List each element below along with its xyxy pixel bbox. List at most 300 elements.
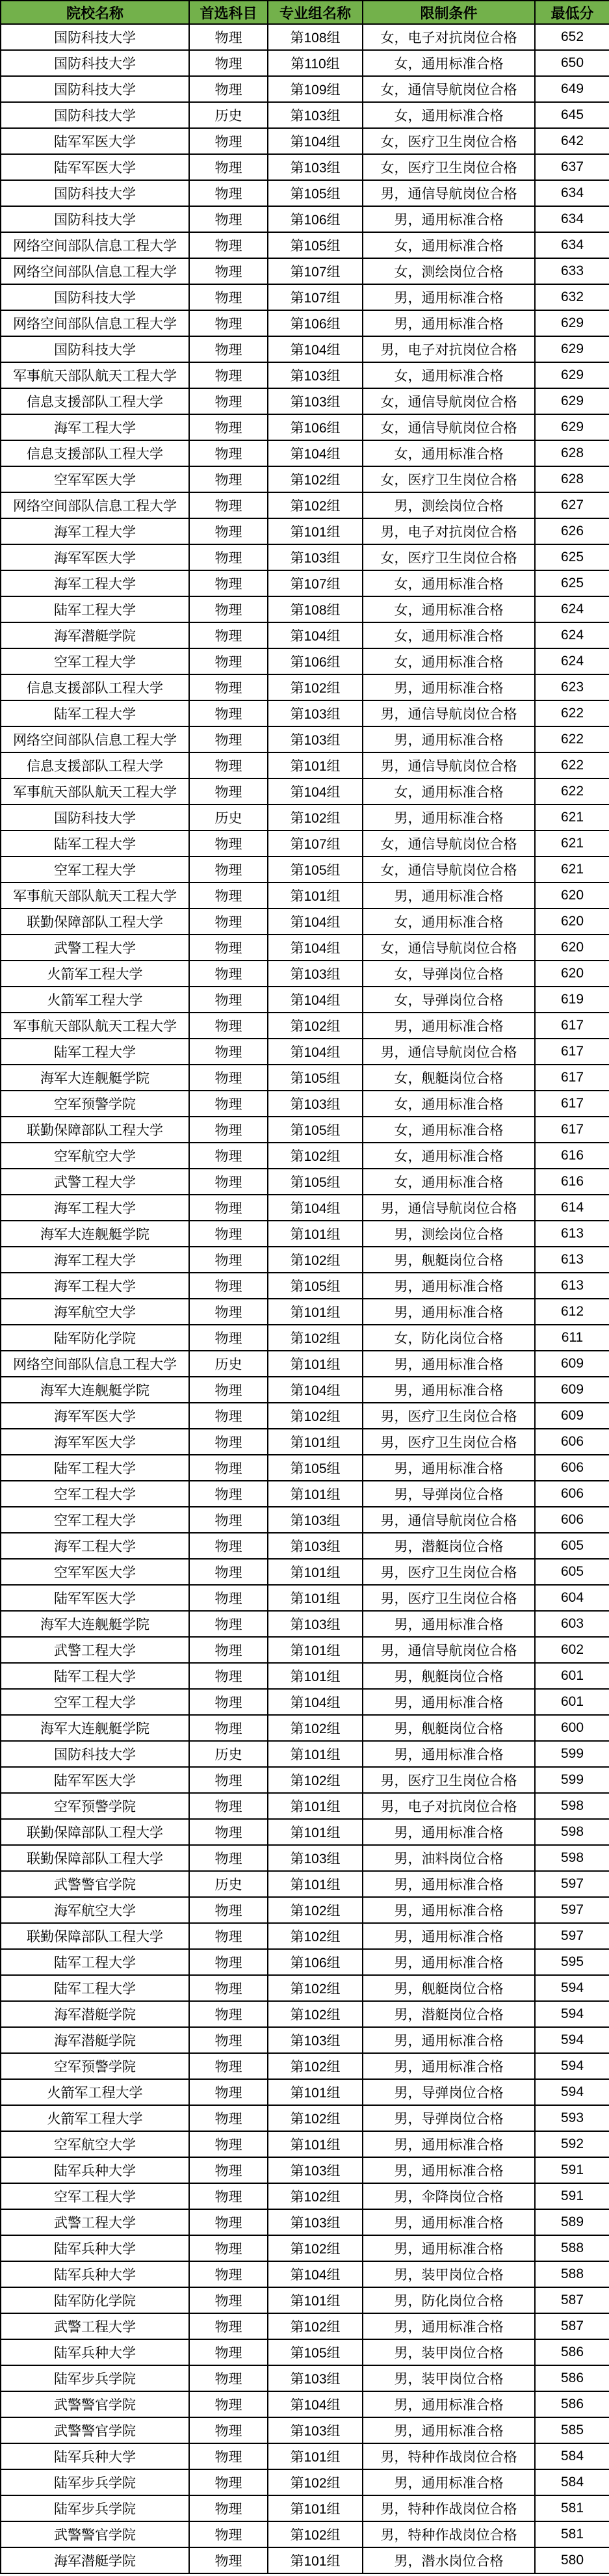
cell-group: 第103组 [268, 726, 363, 752]
cell-restriction: 男，电子对抗岗位合格 [363, 1793, 535, 1819]
cell-school: 信息支援部队工程大学 [1, 440, 189, 466]
cell-school: 海军潜艇学院 [1, 2001, 189, 2027]
cell-group: 第104组 [268, 987, 363, 1013]
cell-group: 第102组 [268, 1013, 363, 1039]
cell-restriction: 男，潜水岗位合格 [363, 2547, 535, 2573]
cell-restriction: 男，通用标准合格 [363, 2053, 535, 2079]
cell-restriction: 男，通信导航岗位合格 [363, 1039, 535, 1065]
cell-subject: 物理 [189, 726, 268, 752]
cell-group: 第107组 [268, 570, 363, 596]
table-row [1, 648, 609, 674]
cell-subject: 物理 [189, 1819, 268, 1845]
cell-restriction: 男，潜艇岗位合格 [363, 2001, 535, 2027]
table-row [1, 883, 609, 909]
cell-subject: 物理 [189, 1221, 268, 1247]
cell-subject: 物理 [189, 180, 268, 206]
cell-subject: 物理 [189, 2521, 268, 2547]
table-row [1, 1975, 609, 2001]
cell-group: 第104组 [268, 778, 363, 804]
cell-group: 第101组 [268, 752, 363, 778]
cell-group: 第101组 [268, 1351, 363, 1377]
cell-score: 588 [535, 2261, 609, 2287]
cell-school: 陆军工程大学 [1, 1949, 189, 1975]
cell-subject: 物理 [189, 414, 268, 440]
cell-group: 第103组 [268, 388, 363, 414]
cell-restriction: 男，导弹岗位合格 [363, 1481, 535, 1507]
cell-restriction: 女，导弹岗位合格 [363, 987, 535, 1013]
cell-subject: 物理 [189, 700, 268, 726]
cell-group: 第102组 [268, 1975, 363, 2001]
cell-group: 第103组 [268, 2365, 363, 2391]
cell-restriction: 女，通用标准合格 [363, 232, 535, 258]
cell-subject: 物理 [189, 76, 268, 102]
table-row [1, 414, 609, 440]
cell-group: 第101组 [268, 1559, 363, 1585]
cell-group: 第103组 [268, 700, 363, 726]
cell-score: 587 [535, 2313, 609, 2339]
cell-restriction: 男，通信导航岗位合格 [363, 180, 535, 206]
cell-subject: 物理 [189, 1013, 268, 1039]
cell-group: 第102组 [268, 1247, 363, 1273]
cell-school: 网络空间部队信息工程大学 [1, 232, 189, 258]
table-row [1, 102, 609, 128]
table-body [1, 24, 609, 2573]
cell-subject: 物理 [189, 1507, 268, 1533]
cell-score: 595 [535, 1949, 609, 1975]
table-row [1, 1741, 609, 1767]
cell-score: 585 [535, 2417, 609, 2443]
cell-school: 空军预警学院 [1, 2053, 189, 2079]
cell-subject: 物理 [189, 622, 268, 648]
cell-subject: 物理 [189, 24, 268, 50]
table-row [1, 2469, 609, 2495]
table-row [1, 1325, 609, 1351]
cell-restriction: 男，通用标准合格 [363, 1299, 535, 1325]
cell-group: 第104组 [268, 1195, 363, 1221]
cell-score: 624 [535, 596, 609, 622]
cell-school: 空军预警学院 [1, 1793, 189, 1819]
table-row [1, 596, 609, 622]
table-row [1, 2547, 609, 2573]
cell-subject: 物理 [189, 2183, 268, 2209]
cell-score: 620 [535, 909, 609, 935]
cell-school: 网络空间部队信息工程大学 [1, 1351, 189, 1377]
cell-group: 第104组 [268, 622, 363, 648]
cell-restriction: 女，通用标准合格 [363, 909, 535, 935]
table-row [1, 1845, 609, 1871]
cell-restriction: 男，通用标准合格 [363, 1611, 535, 1637]
table-row [1, 700, 609, 726]
cell-score: 591 [535, 2157, 609, 2183]
cell-school: 武警工程大学 [1, 935, 189, 961]
cell-subject: 物理 [189, 2079, 268, 2105]
cell-score: 622 [535, 726, 609, 752]
cell-restriction: 女，通用标准合格 [363, 362, 535, 388]
table-row [1, 2105, 609, 2131]
cell-score: 601 [535, 1689, 609, 1715]
cell-group: 第102组 [268, 1403, 363, 1429]
cell-subject: 物理 [189, 1897, 268, 1923]
cell-subject: 物理 [189, 1923, 268, 1949]
cell-score: 581 [535, 2495, 609, 2521]
cell-group: 第102组 [268, 2235, 363, 2261]
cell-school: 陆军兵种大学 [1, 2339, 189, 2365]
cell-score: 645 [535, 102, 609, 128]
table-row [1, 1897, 609, 1923]
cell-restriction: 女，医疗卫生岗位合格 [363, 128, 535, 154]
cell-subject: 物理 [189, 778, 268, 804]
cell-group: 第103组 [268, 102, 363, 128]
cell-score: 629 [535, 362, 609, 388]
cell-score: 611 [535, 1325, 609, 1351]
cell-school: 陆军兵种大学 [1, 2157, 189, 2183]
cell-subject: 物理 [189, 1169, 268, 1195]
table-row [1, 362, 609, 388]
cell-score: 594 [535, 1975, 609, 2001]
cell-subject: 物理 [189, 830, 268, 856]
table-row [1, 2339, 609, 2365]
cell-restriction: 男，通用标准合格 [363, 284, 535, 310]
cell-restriction: 男，装甲岗位合格 [363, 2365, 535, 2391]
cell-school: 武警工程大学 [1, 1637, 189, 1663]
table-row [1, 2157, 609, 2183]
cell-school: 联勤保障部队工程大学 [1, 1117, 189, 1143]
cell-school: 联勤保障部队工程大学 [1, 1845, 189, 1871]
cell-score: 594 [535, 2001, 609, 2027]
cell-subject: 物理 [189, 1247, 268, 1273]
cell-group: 第102组 [268, 1325, 363, 1351]
cell-score: 621 [535, 804, 609, 830]
cell-restriction: 男，通用标准合格 [363, 1013, 535, 1039]
table-row [1, 1507, 609, 1533]
cell-group: 第102组 [268, 1897, 363, 1923]
cell-school: 空军航空大学 [1, 1143, 189, 1169]
cell-group: 第101组 [268, 2547, 363, 2573]
cell-score: 617 [535, 1091, 609, 1117]
cell-group: 第105组 [268, 1065, 363, 1091]
cell-group: 第104组 [268, 935, 363, 961]
table-row [1, 1065, 609, 1091]
cell-score: 597 [535, 1897, 609, 1923]
table-row [1, 570, 609, 596]
cell-restriction: 男，医疗卫生岗位合格 [363, 1559, 535, 1585]
cell-group: 第103组 [268, 1507, 363, 1533]
table-row [1, 2443, 609, 2469]
cell-group: 第104组 [268, 909, 363, 935]
cell-school: 空军工程大学 [1, 648, 189, 674]
cell-group: 第101组 [268, 2495, 363, 2521]
cell-group: 第106组 [268, 310, 363, 336]
cell-group: 第102组 [268, 466, 363, 492]
cell-restriction: 男，导弹岗位合格 [363, 2105, 535, 2131]
cell-subject: 物理 [189, 1559, 268, 1585]
cell-restriction: 女，通用标准合格 [363, 596, 535, 622]
cell-school: 空军工程大学 [1, 1689, 189, 1715]
cell-school: 海军潜艇学院 [1, 2547, 189, 2573]
cell-subject: 物理 [189, 648, 268, 674]
cell-subject: 物理 [189, 388, 268, 414]
cell-school: 海军军医大学 [1, 544, 189, 570]
cell-score: 598 [535, 1819, 609, 1845]
table-row [1, 2495, 609, 2521]
cell-school: 军事航天部队航天工程大学 [1, 1013, 189, 1039]
cell-school: 火箭军工程大学 [1, 2105, 189, 2131]
table-row [1, 752, 609, 778]
cell-group: 第103组 [268, 1091, 363, 1117]
cell-subject: 物理 [189, 961, 268, 987]
cell-group: 第102组 [268, 2521, 363, 2547]
cell-restriction: 男，通用标准合格 [363, 804, 535, 830]
cell-score: 617 [535, 1117, 609, 1143]
cell-group: 第102组 [268, 804, 363, 830]
cell-restriction: 男，特种作战岗位合格 [363, 2443, 535, 2469]
cell-restriction: 男，舰艇岗位合格 [363, 1663, 535, 1689]
table-row [1, 1429, 609, 1455]
cell-school: 联勤保障部队工程大学 [1, 1923, 189, 1949]
cell-subject: 物理 [189, 2287, 268, 2313]
cell-school: 陆军军医大学 [1, 154, 189, 180]
table-row [1, 1793, 609, 1819]
cell-subject: 物理 [189, 1065, 268, 1091]
cell-restriction: 男，通用标准合格 [363, 2027, 535, 2053]
cell-score: 624 [535, 622, 609, 648]
cell-school: 网络空间部队信息工程大学 [1, 726, 189, 752]
cell-restriction: 男，通用标准合格 [363, 2209, 535, 2235]
cell-group: 第108组 [268, 24, 363, 50]
cell-restriction: 男，通用标准合格 [363, 674, 535, 700]
cell-restriction: 男，油料岗位合格 [363, 1845, 535, 1871]
table-row [1, 1819, 609, 1845]
cell-score: 600 [535, 1715, 609, 1741]
cell-restriction: 男，通用标准合格 [363, 2157, 535, 2183]
cell-school: 海军工程大学 [1, 1533, 189, 1559]
cell-group: 第105组 [268, 1117, 363, 1143]
table-row [1, 1039, 609, 1065]
cell-school: 海军航空大学 [1, 1897, 189, 1923]
cell-school: 陆军工程大学 [1, 1455, 189, 1481]
cell-school: 海军大连舰艇学院 [1, 1065, 189, 1091]
cell-score: 613 [535, 1273, 609, 1299]
cell-subject: 物理 [189, 2443, 268, 2469]
cell-score: 633 [535, 258, 609, 284]
cell-subject: 物理 [189, 570, 268, 596]
table-row [1, 961, 609, 987]
column-header-school: 院校名称 [1, 1, 189, 24]
cell-restriction: 男，通信导航岗位合格 [363, 1507, 535, 1533]
cell-subject: 物理 [189, 2027, 268, 2053]
cell-school: 海军大连舰艇学院 [1, 1715, 189, 1741]
cell-subject: 物理 [189, 310, 268, 336]
table-row [1, 128, 609, 154]
cell-subject: 物理 [189, 206, 268, 232]
cell-subject: 历史 [189, 1741, 268, 1767]
cell-subject: 物理 [189, 1585, 268, 1611]
table-row [1, 1221, 609, 1247]
cell-school: 信息支援部队工程大学 [1, 674, 189, 700]
cell-score: 598 [535, 1793, 609, 1819]
cell-score: 584 [535, 2443, 609, 2469]
table-row [1, 1585, 609, 1611]
table-row [1, 2391, 609, 2417]
cell-subject: 物理 [189, 2339, 268, 2365]
cell-subject: 物理 [189, 2313, 268, 2339]
cell-restriction: 男，通用标准合格 [363, 1819, 535, 1845]
cell-school: 军事航天部队航天工程大学 [1, 778, 189, 804]
cell-school: 火箭军工程大学 [1, 961, 189, 987]
cell-score: 601 [535, 1663, 609, 1689]
cell-group: 第105组 [268, 2339, 363, 2365]
cell-score: 629 [535, 310, 609, 336]
cell-score: 599 [535, 1741, 609, 1767]
cell-group: 第101组 [268, 1429, 363, 1455]
table-row [1, 1013, 609, 1039]
cell-school: 陆军步兵学院 [1, 2365, 189, 2391]
cell-subject: 物理 [189, 362, 268, 388]
cell-school: 网络空间部队信息工程大学 [1, 492, 189, 518]
cell-school: 陆军防化学院 [1, 2287, 189, 2313]
table-row [1, 935, 609, 961]
cell-group: 第105组 [268, 856, 363, 883]
cell-restriction: 女，通用标准合格 [363, 648, 535, 674]
cell-score: 584 [535, 2469, 609, 2495]
cell-restriction: 女，通用标准合格 [363, 778, 535, 804]
cell-restriction: 男，医疗卫生岗位合格 [363, 1429, 535, 1455]
cell-group: 第103组 [268, 2417, 363, 2443]
cell-score: 597 [535, 1871, 609, 1897]
table-row [1, 2365, 609, 2391]
cell-group: 第101组 [268, 1299, 363, 1325]
cell-school: 海军工程大学 [1, 518, 189, 544]
cell-restriction: 男，医疗卫生岗位合格 [363, 1585, 535, 1611]
cell-score: 623 [535, 674, 609, 700]
cell-school: 陆军工程大学 [1, 700, 189, 726]
table-row [1, 1351, 609, 1377]
table-row [1, 258, 609, 284]
cell-group: 第105组 [268, 1455, 363, 1481]
cell-score: 612 [535, 1299, 609, 1325]
table-row [1, 284, 609, 310]
cell-school: 海军工程大学 [1, 570, 189, 596]
cell-school: 空军工程大学 [1, 856, 189, 883]
cell-group: 第103组 [268, 362, 363, 388]
cell-subject: 物理 [189, 1039, 268, 1065]
cell-group: 第106组 [268, 206, 363, 232]
cell-score: 634 [535, 232, 609, 258]
cell-school: 海军大连舰艇学院 [1, 1377, 189, 1403]
cell-subject: 物理 [189, 2417, 268, 2443]
cell-score: 622 [535, 700, 609, 726]
cell-restriction: 女，医疗卫生岗位合格 [363, 154, 535, 180]
cell-subject: 物理 [189, 1949, 268, 1975]
cell-restriction: 男，电子对抗岗位合格 [363, 518, 535, 544]
cell-group: 第101组 [268, 1871, 363, 1897]
cell-restriction: 男，通用标准合格 [363, 2469, 535, 2495]
cell-subject: 物理 [189, 2209, 268, 2235]
cell-group: 第104组 [268, 2391, 363, 2417]
cell-group: 第107组 [268, 284, 363, 310]
column-header-subject: 首选科目 [189, 1, 268, 24]
cell-score: 616 [535, 1169, 609, 1195]
cell-school: 陆军兵种大学 [1, 2443, 189, 2469]
cell-score: 624 [535, 648, 609, 674]
cell-restriction: 男，通用标准合格 [363, 1455, 535, 1481]
table-row [1, 466, 609, 492]
cell-subject: 物理 [189, 1845, 268, 1871]
cell-school: 陆军军医大学 [1, 1585, 189, 1611]
cell-restriction: 男，舰艇岗位合格 [363, 1247, 535, 1273]
cell-score: 602 [535, 1637, 609, 1663]
cell-subject: 物理 [189, 2469, 268, 2495]
cell-restriction: 女，通用标准合格 [363, 1117, 535, 1143]
table-row [1, 1377, 609, 1403]
table-row [1, 2183, 609, 2209]
table-row [1, 1923, 609, 1949]
cell-school: 陆军工程大学 [1, 1663, 189, 1689]
cell-group: 第105组 [268, 180, 363, 206]
cell-score: 621 [535, 856, 609, 883]
cell-school: 空军预警学院 [1, 1091, 189, 1117]
cell-score: 622 [535, 752, 609, 778]
cell-restriction: 男，舰艇岗位合格 [363, 1715, 535, 1741]
cell-score: 617 [535, 1065, 609, 1091]
cell-group: 第102组 [268, 674, 363, 700]
cell-subject: 物理 [189, 674, 268, 700]
table-row [1, 2209, 609, 2235]
cell-restriction: 男，通用标准合格 [363, 883, 535, 909]
cell-school: 国防科技大学 [1, 76, 189, 102]
cell-restriction: 男，通用标准合格 [363, 1377, 535, 1403]
cell-school: 国防科技大学 [1, 1741, 189, 1767]
cell-subject: 物理 [189, 1975, 268, 2001]
cell-school: 国防科技大学 [1, 284, 189, 310]
cell-group: 第102组 [268, 1767, 363, 1793]
cell-subject: 物理 [189, 492, 268, 518]
table-row [1, 310, 609, 336]
cell-restriction: 男，通用标准合格 [363, 2235, 535, 2261]
cell-score: 603 [535, 1611, 609, 1637]
cell-score: 606 [535, 1455, 609, 1481]
cell-school: 武警工程大学 [1, 1169, 189, 1195]
cell-school: 陆军工程大学 [1, 596, 189, 622]
cell-score: 594 [535, 2027, 609, 2053]
table-row [1, 336, 609, 362]
cell-subject: 物理 [189, 909, 268, 935]
table-row [1, 1559, 609, 1585]
cell-score: 594 [535, 2079, 609, 2105]
cell-subject: 物理 [189, 1195, 268, 1221]
table-row [1, 388, 609, 414]
cell-group: 第105组 [268, 1169, 363, 1195]
cell-score: 599 [535, 1767, 609, 1793]
cell-restriction: 女，通用标准合格 [363, 622, 535, 648]
table-row [1, 778, 609, 804]
cell-subject: 物理 [189, 1481, 268, 1507]
table-row [1, 1195, 609, 1221]
cell-school: 海军工程大学 [1, 1195, 189, 1221]
cell-subject: 物理 [189, 2157, 268, 2183]
cell-school: 空军航空大学 [1, 2131, 189, 2157]
cell-school: 网络空间部队信息工程大学 [1, 258, 189, 284]
cell-restriction: 男，通信导航岗位合格 [363, 700, 535, 726]
cell-group: 第101组 [268, 2443, 363, 2469]
cell-group: 第103组 [268, 544, 363, 570]
cell-score: 604 [535, 1585, 609, 1611]
cell-restriction: 男，通用标准合格 [363, 1273, 535, 1299]
cell-school: 空军工程大学 [1, 1481, 189, 1507]
cell-group: 第101组 [268, 2131, 363, 2157]
cell-score: 650 [535, 50, 609, 76]
cell-group: 第102组 [268, 2313, 363, 2339]
